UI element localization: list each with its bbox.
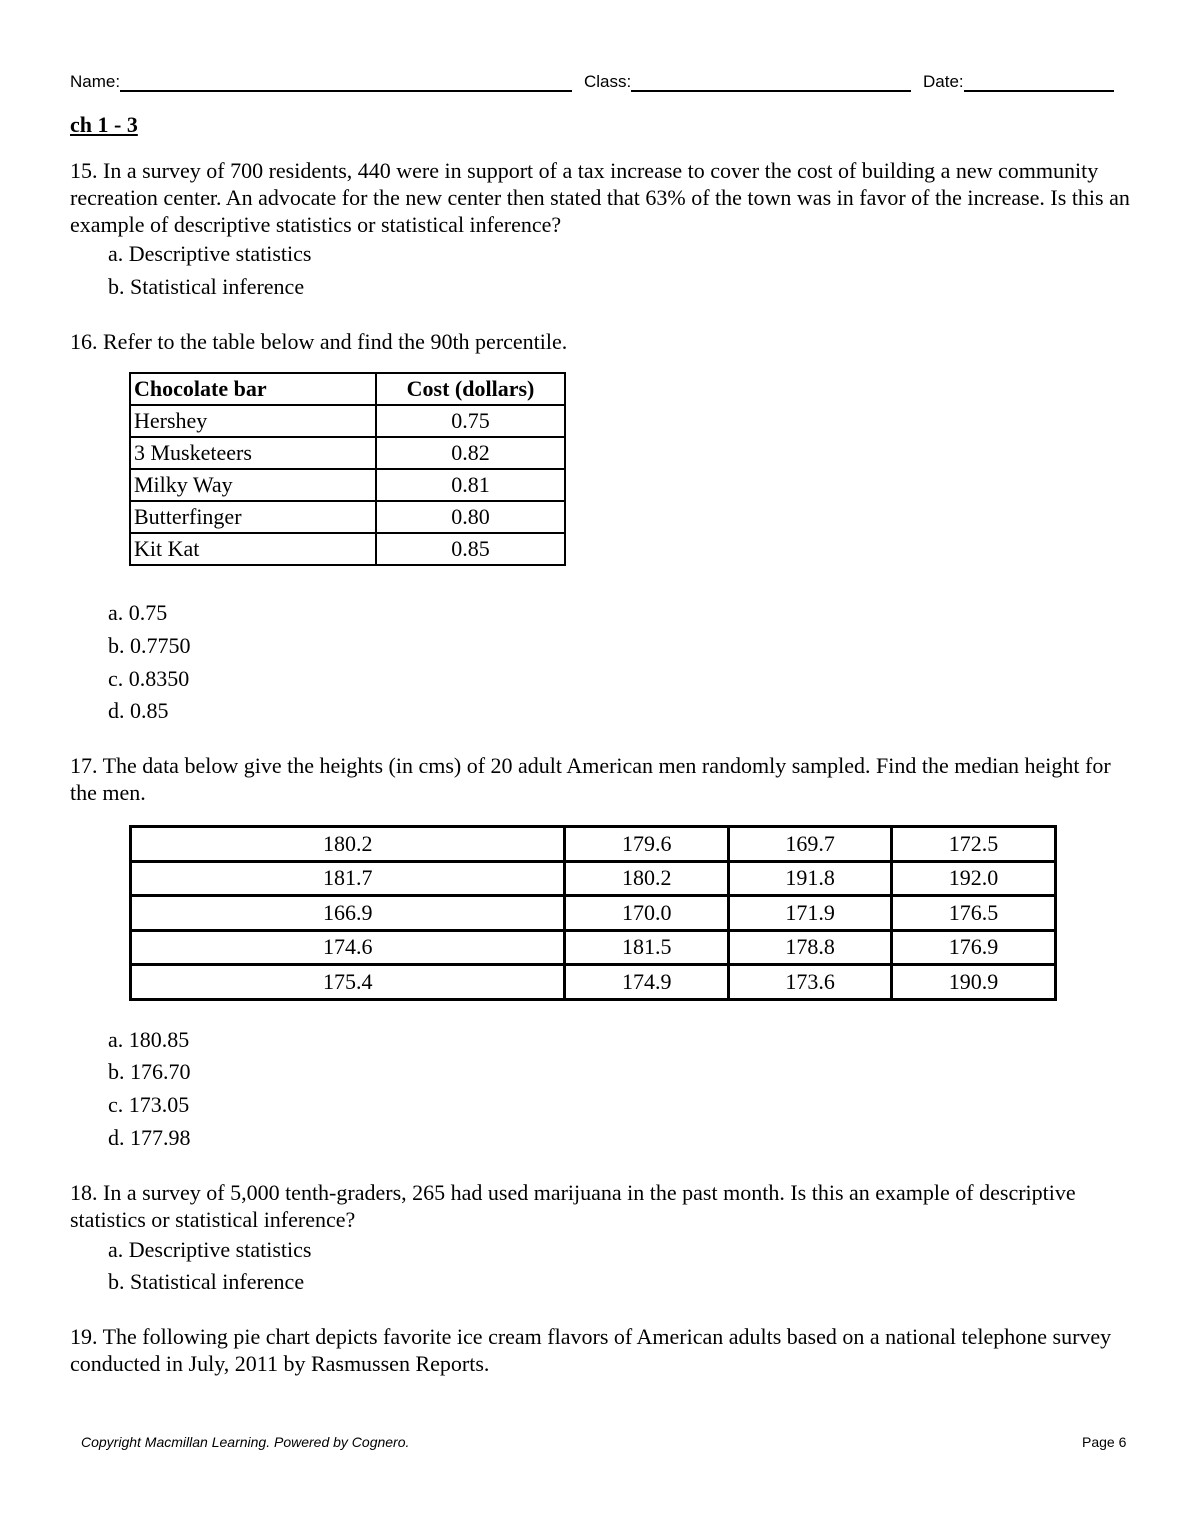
- name-field[interactable]: [70, 72, 572, 92]
- table-row: [130, 405, 565, 437]
- table-row: [131, 930, 1056, 965]
- cell: 0.75: [376, 405, 565, 437]
- cell: 166.9: [131, 896, 565, 931]
- cell: Butterfinger: [130, 501, 376, 533]
- cell: 179.6: [565, 827, 729, 862]
- cell: 0.85: [376, 533, 565, 565]
- name-label: Name:: [70, 72, 121, 91]
- cell: 175.4: [131, 965, 565, 1000]
- cell: 176.9: [892, 930, 1056, 965]
- option: d. 0.85: [108, 698, 169, 723]
- question-19: 19. The following pie chart depicts favorite ice cream flavors of American adults based on a national telephone survey conducted in July, 2011 by Rasmussen Reports.: [70, 1324, 1112, 1376]
- cell: 0.82: [376, 437, 565, 469]
- copyright: Copyright Macmillan Learning. Powered by Cognero.: [81, 1434, 410, 1450]
- option: a. 0.75: [108, 600, 168, 625]
- option: c. 173.05: [108, 1092, 190, 1117]
- table-row: [131, 861, 1056, 896]
- cell: 180.2: [131, 827, 565, 862]
- date-field[interactable]: [923, 72, 1114, 92]
- cell: 178.8: [729, 930, 892, 965]
- question-15: 15. In a survey of 700 residents, 440 were in support of a tax increase to cover the cost of building a new community recreation center. An advocate for the new center then stated that 63% of the town was in favor of the increase. Is this an example of descriptive statistics or statistical inference?: [70, 158, 1130, 237]
- cell: 172.5: [892, 827, 1056, 862]
- page-number: Page 6: [1082, 1434, 1127, 1450]
- table-row: [130, 437, 565, 469]
- cell: 180.2: [565, 861, 729, 896]
- option: b. 0.7750: [108, 633, 191, 658]
- table-row: [130, 533, 565, 565]
- class-label: Class:: [584, 72, 632, 91]
- cell: 191.8: [729, 861, 892, 896]
- cell: 3 Musketeers: [130, 437, 376, 469]
- option: b. Statistical inference: [108, 1269, 305, 1294]
- cell: 169.7: [729, 827, 892, 862]
- table-row: [131, 965, 1056, 1000]
- cell: 190.9: [892, 965, 1056, 1000]
- section-title: ch 1 - 3: [70, 112, 138, 137]
- table-row: [130, 501, 565, 533]
- cell: 173.6: [729, 965, 892, 1000]
- table-row: [131, 827, 1056, 862]
- table-row: [130, 469, 565, 501]
- chocolate-table: [129, 372, 566, 566]
- cell: 170.0: [565, 896, 729, 931]
- option: d. 177.98: [108, 1125, 191, 1150]
- cell: 181.5: [565, 930, 729, 965]
- cell: 171.9: [729, 896, 892, 931]
- option: a. Descriptive statistics: [108, 241, 312, 266]
- question-17: 17. The data below give the heights (in cms) of 20 adult American men randomly sampled. Find the median height for the men.: [70, 753, 1111, 805]
- column-header: Chocolate bar: [130, 373, 376, 405]
- cell: 174.6: [131, 930, 565, 965]
- cell: 0.80: [376, 501, 565, 533]
- cell: Kit Kat: [130, 533, 376, 565]
- cell: 181.7: [131, 861, 565, 896]
- column-header: Cost (dollars): [376, 373, 565, 405]
- option: c. 0.8350: [108, 666, 190, 691]
- cell: Hershey: [130, 405, 376, 437]
- class-field[interactable]: [584, 72, 911, 92]
- date-label: Date:: [923, 72, 964, 91]
- table-row: [131, 896, 1056, 931]
- option: a. Descriptive statistics: [108, 1237, 312, 1262]
- cell: 192.0: [892, 861, 1056, 896]
- cell: 174.9: [565, 965, 729, 1000]
- cell: 176.5: [892, 896, 1056, 931]
- option: b. 176.70: [108, 1059, 191, 1084]
- option: b. Statistical inference: [108, 274, 305, 299]
- option: a. 180.85: [108, 1027, 190, 1052]
- cell: 0.81: [376, 469, 565, 501]
- question-16: 16. Refer to the table below and find the 90th percentile.: [70, 329, 568, 354]
- question-18: 18. In a survey of 5,000 tenth-graders, 265 had used marijuana in the past month. Is this an example of descriptive statistics or statistical inference?: [70, 1180, 1076, 1232]
- cell: Milky Way: [130, 469, 376, 501]
- heights-table: [129, 825, 1057, 1001]
